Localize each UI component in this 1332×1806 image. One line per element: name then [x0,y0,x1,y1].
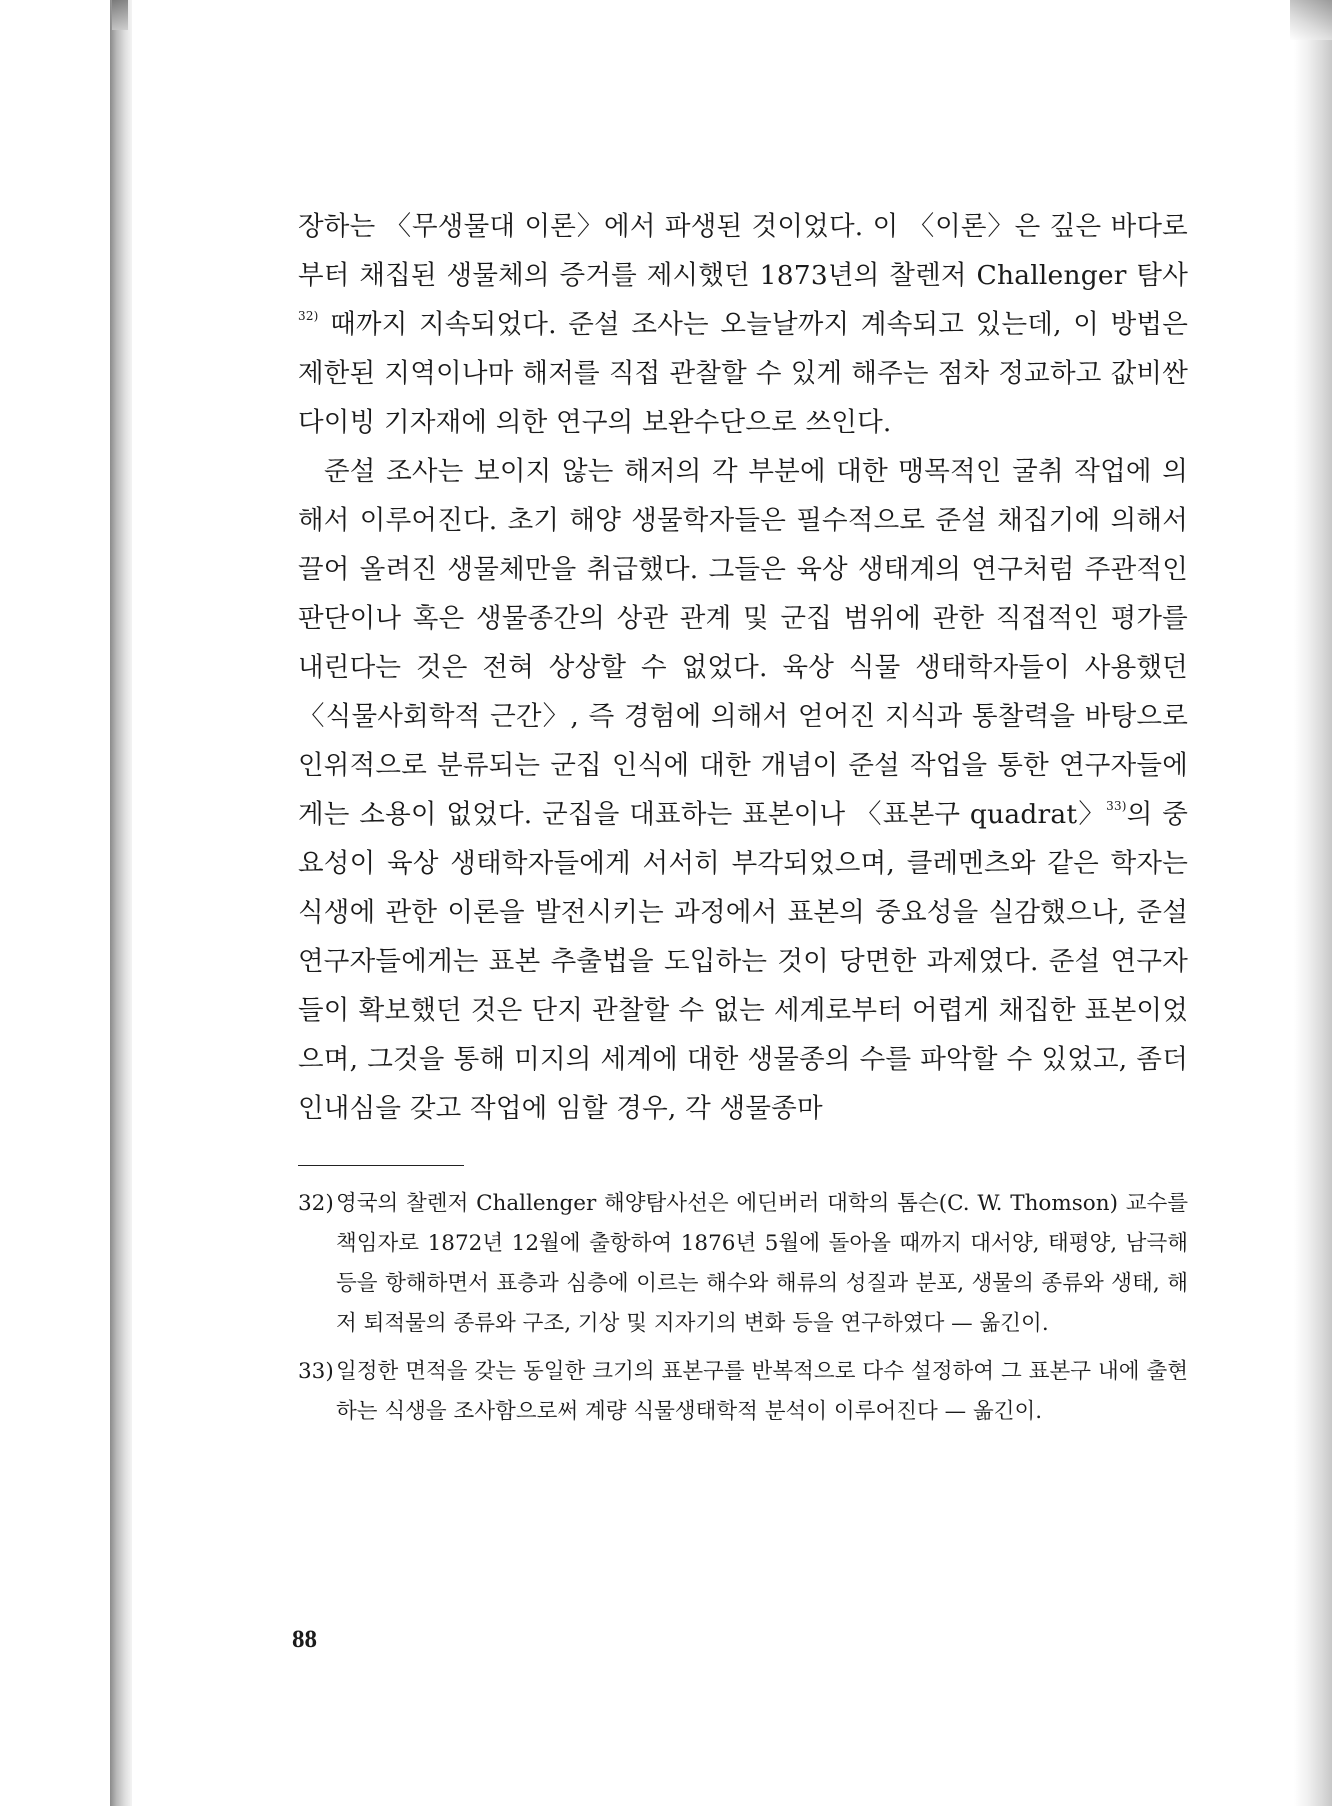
page-number: 88 [292,1626,317,1653]
footnote-text: 영국의 찰렌저 Challenger 해양탐사선은 에딘버러 대학의 톰슨(C. W. Thomson) 교수를 책임자로 1872년 12월에 출항하여 1876년 5월에 돌아올 때까지 대서양, 태평양, 남극해 등을 항해하면서 표층과 심층에 이르는 해수와 해류의 성질과 분포, 생물의 종류와 생태, 해저 퇴적물의 종류와 구조, 기상 및 지자기의 변화 등을 연구하였다 — 옮긴이. [336,1191,1188,1336]
paragraph-1-rest: 때까지 지속되었다. 준설 조사는 오늘날까지 계속되고 있는데, 이 방법은 제한된 지역이나마 해저를 직접 관찰할 수 있게 해주는 점차 정교하고 값비싼 다이빙 기자재에 의한 연구의 보완수단으로 쓰인다. [298,309,1188,438]
footnote-33 [298,1352,1188,1432]
page-edge-shadow [1294,0,1332,1806]
footnote-ref-33: 33) [1106,799,1127,814]
paragraph-1-text: 장하는 〈무생물대 이론〉에서 파생된 것이었다. 이 〈이론〉은 깊은 바다로부터 채집된 생물체의 증거를 제시했던 1873년의 찰렌저 Challenger 탐사 [298,211,1188,291]
page-corner-shadow [1290,0,1332,40]
footnote-ref-32: 32) [298,309,319,324]
footnote-number: 33) [298,1359,334,1384]
footnote-32 [298,1184,1188,1344]
book-spine [110,0,132,1806]
body-paragraph-1 [298,202,1188,447]
footnote-divider [298,1165,464,1166]
paragraph-2-text: 준설 조사는 보이지 않는 해저의 각 부분에 대한 맹목적인 굴취 작업에 의해서 이루어진다. 초기 해양 생물학자들은 필수적으로 준설 채집기에 의해서 끌어 올려진 생물체만을 취급했다. 그들은 육상 생태계의 연구처럼 주관적인 판단이나 혹은 생물종간의 상관 관계 및 군집 범위에 관한 직접적인 평가를 내린다는 것은 전혀 상상할 수 없었다. 육상 식물 생태학자들이 사용했던 〈식물사회학적 근간〉, 즉 경험에 의해서 얻어진 지식과 통찰력을 바탕으로 인위적으로 분류되는 군집 인식에 대한 개념이 준설 작업을 통한 연구자들에게는 소용이 없었다. 군집을 대표하는 표본이나 〈표본구 quadrat〉 [298,456,1188,830]
page-content [298,202,1188,1440]
paragraph-2-rest: 의 중요성이 육상 생태학자들에게 서서히 부각되었으며, 클레멘츠와 같은 학자는 식생에 관한 이론을 발전시키는 과정에서 표본의 중요성을 실감했으나, 준설 연구자들에게는 표본 추출법을 도입하는 것이 당면한 과제였다. 준설 연구자들이 확보했던 것은 단지 관찰할 수 없는 세계로부터 어렵게 채집한 표본이었으며, 그것을 통해 미지의 세계에 대한 생물종의 수를 파악할 수 있었고, 좀더 인내심을 갖고 작업에 임할 경우, 각 생물종마 [298,799,1188,1124]
footnote-number: 32) [298,1191,334,1216]
body-paragraph-2 [298,447,1188,1133]
book-spine-top [112,0,128,30]
footnote-text: 일정한 면적을 갖는 동일한 크기의 표본구를 반복적으로 다수 설정하여 그 표본구 내에 출현하는 식생을 조사함으로써 계량 식물생태학적 분석이 이루어진다 — 옮긴이. [336,1359,1188,1424]
